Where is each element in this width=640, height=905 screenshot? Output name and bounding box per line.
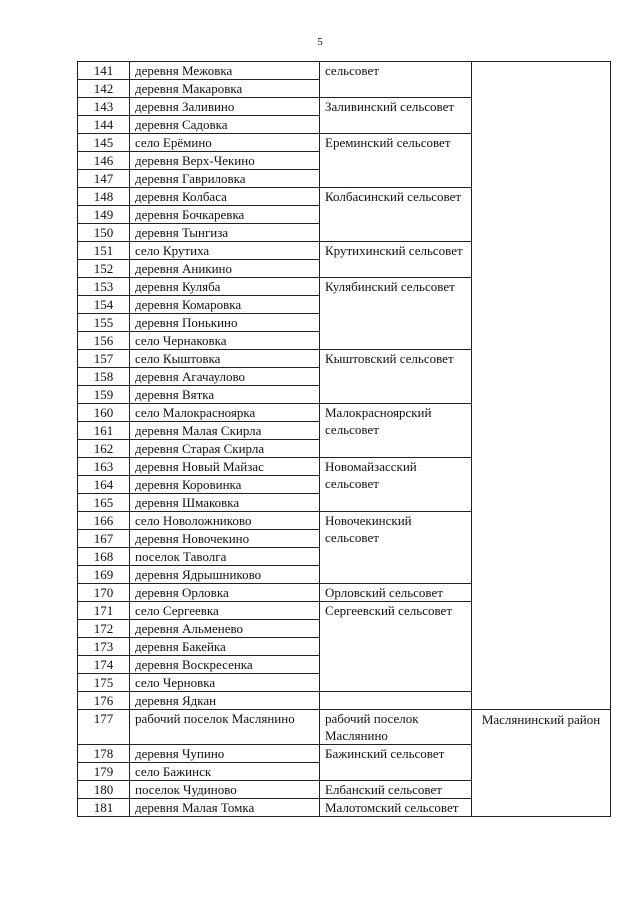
- row-number: 145: [78, 134, 130, 152]
- settlement-name: село Бажинск: [130, 763, 320, 781]
- settlement-name: рабочий поселок Маслянино: [130, 710, 320, 745]
- settlement-name: село Крутиха: [130, 242, 320, 260]
- settlement-name: село Сергеевка: [130, 602, 320, 620]
- settlement-name: деревня Верх-Чекино: [130, 152, 320, 170]
- page-number: 5: [317, 36, 323, 48]
- settlement-name: деревня Воскресенка: [130, 656, 320, 674]
- settlement-name: село Чернаковка: [130, 332, 320, 350]
- row-number: 168: [78, 548, 130, 566]
- row-number: 148: [78, 188, 130, 206]
- district-name: Маслянинский район: [472, 710, 611, 817]
- row-number: 151: [78, 242, 130, 260]
- row-number: 170: [78, 584, 130, 602]
- settlement-name: село Кыштовка: [130, 350, 320, 368]
- row-number: 164: [78, 476, 130, 494]
- row-number: 159: [78, 386, 130, 404]
- council-name: Бажинский сельсовет: [320, 745, 472, 781]
- row-number: 169: [78, 566, 130, 584]
- settlement-name: деревня Малая Томка: [130, 799, 320, 817]
- settlement-name: поселок Таволга: [130, 548, 320, 566]
- council-name: Сергеевский сельсовет: [320, 602, 472, 692]
- row-number: 180: [78, 781, 130, 799]
- row-number: 155: [78, 314, 130, 332]
- settlements-table-body: [78, 62, 611, 817]
- row-number: 156: [78, 332, 130, 350]
- council-name: Кыштовский сельсовет: [320, 350, 472, 404]
- settlement-name: деревня Гавриловка: [130, 170, 320, 188]
- council-name: Малокрасноярский сельсовет: [320, 404, 472, 458]
- council-name: Колбасинский сельсовет: [320, 188, 472, 242]
- settlement-name: деревня Шмаковка: [130, 494, 320, 512]
- council-name: сельсовет: [320, 62, 472, 98]
- settlement-name: село Новоложниково: [130, 512, 320, 530]
- row-number: 179: [78, 763, 130, 781]
- settlement-name: деревня Новочекино: [130, 530, 320, 548]
- row-number: 152: [78, 260, 130, 278]
- council-name: Ереминский сельсовет: [320, 134, 472, 188]
- row-number: 142: [78, 80, 130, 98]
- settlement-name: село Малокрасноярка: [130, 404, 320, 422]
- council-name: Новочекинский сельсовет: [320, 512, 472, 584]
- council-name: Новомайзасский сельсовет: [320, 458, 472, 512]
- settlement-name: деревня Агачаулово: [130, 368, 320, 386]
- row-number: 149: [78, 206, 130, 224]
- council-name: Орловский сельсовет: [320, 584, 472, 602]
- row-number: 166: [78, 512, 130, 530]
- row-number: 153: [78, 278, 130, 296]
- settlement-name: деревня Новый Майзас: [130, 458, 320, 476]
- council-name: Крутихинский сельсовет: [320, 242, 472, 278]
- row-number: 178: [78, 745, 130, 763]
- row-number: 162: [78, 440, 130, 458]
- row-number: 165: [78, 494, 130, 512]
- row-number: 175: [78, 674, 130, 692]
- district-cell-empty: [472, 62, 611, 710]
- row-number: 144: [78, 116, 130, 134]
- table-row: [78, 710, 611, 745]
- settlement-name: деревня Ядрышниково: [130, 566, 320, 584]
- row-number: 158: [78, 368, 130, 386]
- row-number: 163: [78, 458, 130, 476]
- settlement-name: деревня Альменево: [130, 620, 320, 638]
- row-number: 141: [78, 62, 130, 80]
- row-number: 146: [78, 152, 130, 170]
- row-number: 143: [78, 98, 130, 116]
- settlement-name: деревня Орловка: [130, 584, 320, 602]
- settlement-name: деревня Тынгиза: [130, 224, 320, 242]
- settlement-name: поселок Чудиново: [130, 781, 320, 799]
- row-number: 160: [78, 404, 130, 422]
- row-number: 172: [78, 620, 130, 638]
- settlement-name: деревня Ядкан: [130, 692, 320, 710]
- row-number: 147: [78, 170, 130, 188]
- settlements-table: [77, 61, 611, 817]
- row-number: 150: [78, 224, 130, 242]
- settlement-name: село Черновка: [130, 674, 320, 692]
- settlement-name: деревня Заливино: [130, 98, 320, 116]
- settlement-name: деревня Коровинка: [130, 476, 320, 494]
- settlement-name: деревня Межовка: [130, 62, 320, 80]
- settlement-name: деревня Бочкаревка: [130, 206, 320, 224]
- settlement-name: село Ерёмино: [130, 134, 320, 152]
- row-number: 167: [78, 530, 130, 548]
- council-name: Кулябинский сельсовет: [320, 278, 472, 350]
- row-number: 176: [78, 692, 130, 710]
- council-name: рабочий поселок Маслянино: [320, 710, 472, 745]
- settlement-name: деревня Чупино: [130, 745, 320, 763]
- settlement-name: деревня Садовка: [130, 116, 320, 134]
- settlement-name: деревня Бакейка: [130, 638, 320, 656]
- settlement-name: деревня Аникино: [130, 260, 320, 278]
- settlement-name: деревня Малая Скирла: [130, 422, 320, 440]
- table-row: [78, 62, 611, 80]
- row-number: 154: [78, 296, 130, 314]
- settlement-name: деревня Комаровка: [130, 296, 320, 314]
- row-number: 181: [78, 799, 130, 817]
- row-number: 173: [78, 638, 130, 656]
- council-name: Елбанский сельсовет: [320, 781, 472, 799]
- settlement-name: деревня Макаровка: [130, 80, 320, 98]
- row-number: 171: [78, 602, 130, 620]
- settlement-name: деревня Понькино: [130, 314, 320, 332]
- council-name: Заливинский сельсовет: [320, 98, 472, 134]
- row-number: 177: [78, 710, 130, 745]
- settlement-name: деревня Вятка: [130, 386, 320, 404]
- row-number: 157: [78, 350, 130, 368]
- council-name: Малотомский сельсовет: [320, 799, 472, 817]
- settlement-name: деревня Колбаса: [130, 188, 320, 206]
- settlement-name: деревня Старая Скирла: [130, 440, 320, 458]
- row-number: 161: [78, 422, 130, 440]
- row-number: 174: [78, 656, 130, 674]
- settlement-name: деревня Куляба: [130, 278, 320, 296]
